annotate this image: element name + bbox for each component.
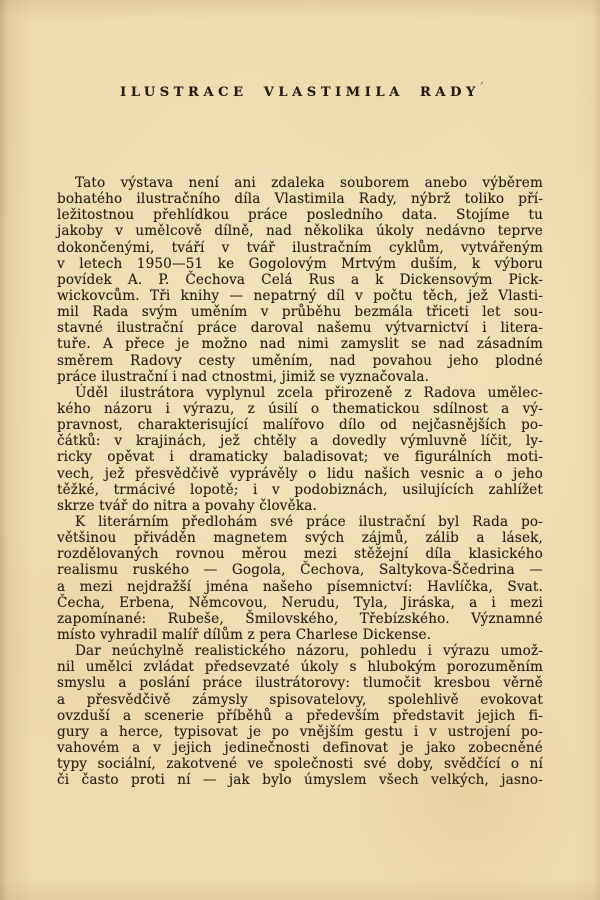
text-line: či často proti ní — jak bylo úmyslem všech velkých, jasno- [57,772,543,789]
text-line: těžké, trmácivé lopotě; i v podobiznách, usilujících zahlížet [57,481,543,498]
text-line: Úděl ilustrátora vyplynul zcela přirozeně z Radova umělec- [75,384,543,401]
text-line: K literárním předlohám své práce ilustrační byl Rada po- [75,513,543,530]
page-title: ILUSTRACE VLASTIMILA RADY [120,85,480,100]
text-line: kého názoru i výrazu, z úsilí o thematickou sdílnost a vý- [57,400,543,417]
text-line: práce ilustrační i nad ctnostmi, jimiž se vyznačovala. [57,368,430,385]
text-line: pravnost, charakterisující malířovo dílo od nejčasnějších po- [57,417,543,434]
text-line: smyslu a poslání práce ilustrátorovy: tlumočit kresbou věrně [57,675,543,692]
text-line: stavné ilustrační práce daroval našemu výtvarnictví i litera- [57,320,543,337]
text-line: místo vyhradil malíř dílům z pera Charlese Dickense. [57,626,432,643]
text-line: skrze tvář do nitra a povahy člověka. [57,497,317,514]
paragraph [57,385,543,514]
text-line: většinou přiváděn magnetem svých zájmů, zálib a lásek, [57,530,543,547]
text-line: ležitostnou přehlídkou práce posledního data. Stojíme tu [57,207,543,224]
paragraph [57,643,543,788]
text-line: ricky opěvat i dramaticky baladisovat; ve figurálních moti- [57,449,543,466]
scan-speck-mark: ’ [477,79,485,96]
text-line: zapomínané: Rubeše, Šmilovského, Třebízského. Významné [57,610,543,627]
text-line: bohatého ilustračního díla Vlastimila Rady, nýbrž toliko pří- [57,191,543,208]
text-line: vech, jež přesvědčivě vyprávěly o lidu našich vesnic a o jeho [57,465,543,482]
text-line: nil umělci zvládat předsevzaté úkoly s hlubokým porozuměním [57,659,543,676]
text-line: tuře. A přece je možno nad nimi zamyslit se nad zásadním [57,336,543,353]
text-line: a mezi nejdražší jména našeho písemnictví: Havlíčka, Svat. [57,578,543,595]
text-line: čátků: v krajinách, jež chtěly a dovedly výmluvně líčit, ly- [57,433,543,450]
text-line: povídek A. P. Čechova Celá Rus a k Dickensovým Pick- [57,271,543,288]
text-line: vahovém a v jejich jedinečnosti definovat je jako zobecněné [57,739,543,756]
text-line: Tato výstava není ani zdaleka souborem anebo výběrem [75,175,543,191]
text-line: směrem Radovy cesty uměním, nad povahou jeho plodné [57,352,543,369]
text-line: ovzduší a scenerie příběhů a především představit jejich fi- [57,707,543,724]
text-line: mil Rada svým uměním v průběhu bezmála třiceti let sou- [57,304,543,321]
text-line: a přesvědčivě zámysly spisovatelovy, spolehlivě evokovat [57,691,543,708]
page-body [57,175,543,788]
text-line: jakoby v umělcově dílně, nad několika úkoly nedávno teprve [57,223,543,240]
text-line: realismu ruského — Gogola, Čechova, Saltykova-Ščedrina — [57,562,543,579]
text-line: gury a herce, typisovat je po vnějším gestu i v ustrojení po- [57,723,543,740]
text-line: v letech 1950—51 ke Gogolovým Mrtvým duším, k výboru [57,255,543,272]
text-line: Dar neúchylně realistického názoru, pohledu i výrazu umož- [75,643,543,660]
text-line: wickovcům. Tři knihy — nepatrný díl v počtu těch, jež Vlasti- [57,287,543,304]
text-line: typy sociální, zakotvené ve společnosti své doby, svědčící o ní [57,756,543,773]
text-line: rozdělovaných rovnou měrou mezi stěžejní díla klasického [57,546,543,563]
paragraph [57,514,543,643]
text-line: dokončenými, tváří v tvář ilustračním cyklům, vytvářeným [57,239,543,256]
text-line: Čecha, Erbena, Němcovou, Nerudu, Tyla, Jiráska, a i mezi [57,594,543,611]
paragraph [57,175,543,385]
